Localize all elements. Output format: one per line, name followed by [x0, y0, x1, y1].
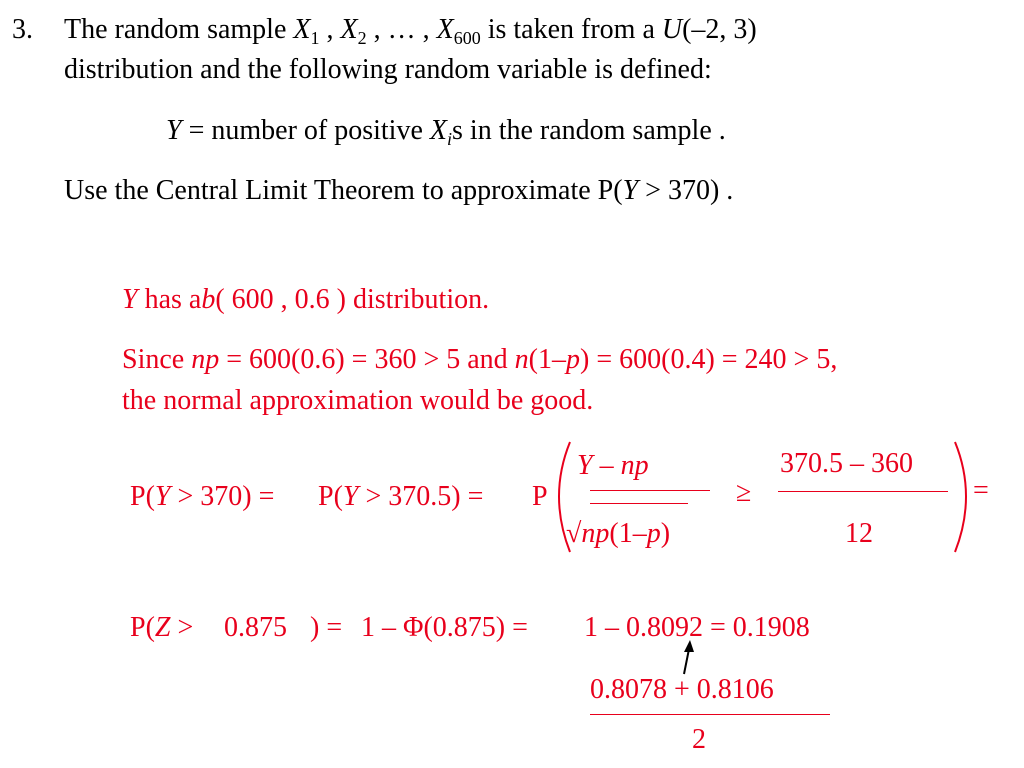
minus: – [599, 450, 614, 481]
np: np [191, 344, 220, 375]
phi-expression: 1 – Φ(0.875) = [361, 612, 528, 643]
paren-close: ) [660, 518, 671, 549]
dist-params: (–2, 3) [682, 14, 757, 45]
binomial-params: ( 600 , 0.6 ) [215, 284, 346, 315]
var-z: Z [154, 612, 171, 643]
frac2-denominator: 12 [845, 518, 873, 549]
var-y: Y [154, 481, 171, 512]
var-y: Y [166, 115, 182, 146]
frac2-numerator: 370.5 – 360 [780, 448, 913, 479]
sub-i: i [447, 129, 453, 149]
has-a: has a [144, 284, 202, 315]
frac1-numerator [577, 452, 649, 480]
z-prefix: P( [130, 612, 155, 643]
interp-denominator: 2 [692, 724, 706, 755]
lhs-suffix: > 370) = [177, 481, 275, 512]
distribution-word: distribution. [353, 284, 490, 315]
sep-1: , [326, 14, 334, 45]
frac1-bar-top [590, 490, 710, 491]
interp-numerator: 0.8078 + 0.8106 [590, 674, 774, 705]
instruction-prefix: Use the Central Limit Theorem to approximate P( [64, 175, 623, 206]
var-y: Y [622, 175, 639, 206]
z-result: 1 – 0.8092 = 0.1908 [584, 612, 810, 643]
good-line: the normal approximation would be good. [122, 385, 594, 416]
frac1-denominator [566, 520, 670, 548]
n: n [514, 344, 529, 375]
definition-rest: s in the random sample . [452, 115, 726, 146]
p: p [566, 344, 580, 375]
paren-open: (1– [609, 518, 647, 549]
gt: > [177, 612, 194, 643]
z-value: 0.875 [224, 612, 287, 643]
lhs-prefix: P( [130, 481, 155, 512]
p: p [646, 518, 661, 549]
sub-1: 1 [310, 28, 320, 48]
sep-2: , … , [373, 14, 430, 45]
definition-eq: = number of positive [188, 115, 423, 146]
np: np [620, 450, 649, 481]
line1-prefix: The random sample [64, 14, 287, 45]
sub-2: 2 [357, 28, 367, 48]
mid-prefix: P( [318, 481, 343, 512]
problem-number: 3. [12, 14, 33, 45]
sqrt-sign: √ [566, 518, 582, 549]
right-paren [955, 442, 966, 552]
since-part-2: ) = 600(0.4) = 240 > 5, [580, 344, 838, 375]
binomial-b: b [201, 284, 216, 315]
prob-p-label: P [532, 481, 548, 512]
frac2-bar [778, 491, 948, 492]
mid-suffix: > 370.5) = [365, 481, 484, 512]
equals-sign: = [973, 475, 989, 506]
interp-bar [590, 714, 830, 715]
var-y: Y [342, 481, 359, 512]
z-line [130, 614, 193, 642]
line1-mid: is taken from a [487, 14, 655, 45]
instruction-suffix: > 370) . [645, 175, 734, 206]
var-y: Y [122, 284, 138, 315]
np: np [581, 518, 610, 549]
problem-line-2: distribution and the following random variable is defined: [64, 54, 712, 85]
var-x: X [436, 14, 454, 45]
since-word: Since [122, 344, 185, 375]
var-x: X [293, 14, 311, 45]
var-x: X [340, 14, 358, 45]
z-close: ) = [310, 612, 343, 643]
since-part-1: = 600(0.6) = 360 > 5 and [226, 344, 508, 375]
var-x: X [429, 115, 447, 146]
paren-open: (1– [528, 344, 566, 375]
geq-sign: ≥ [736, 477, 752, 508]
dist-var-u: U [661, 14, 683, 45]
sub-600: 600 [453, 28, 481, 48]
var-y: Y [577, 450, 593, 481]
frac1-bar-bottom [590, 503, 688, 504]
